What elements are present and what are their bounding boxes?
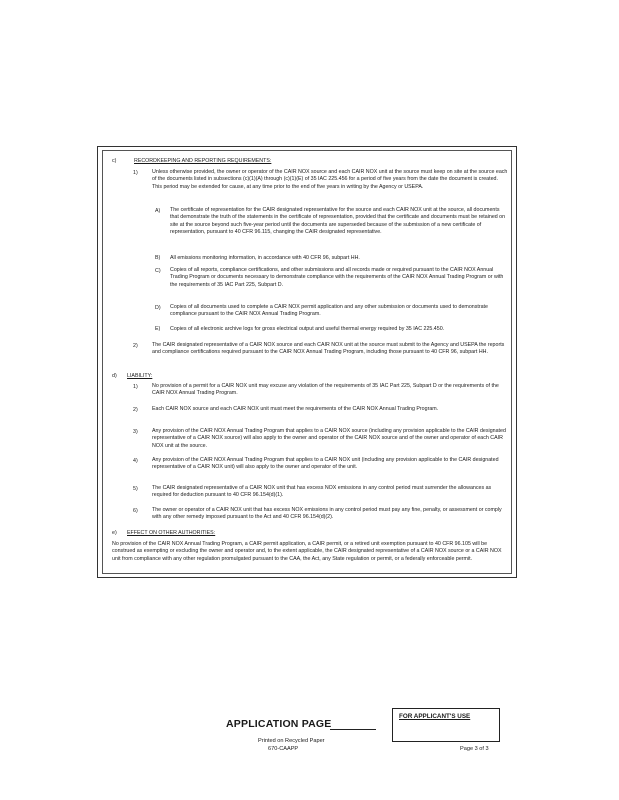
d-item-5-text: The CAIR designated representative of a CAIR NOX unit that has excess NOX emissions in any control period must surrender the allowances as required for deduction pursuant to 40 CFR 96.154(d)(1). bbox=[152, 485, 492, 499]
c-sub-c-num: C) bbox=[155, 268, 161, 274]
applicant-use-box bbox=[392, 708, 500, 742]
section-e-text: No provision of the CAIR NOX Annual Trading Program, a CAIR permit application, a CAIR permit, or a retired unit exemption pursuant to 40 CFR 96.105 will be construed as exempting or excluding the owner and operator and, to the extent applicable, the CAIR designated representative of a CAIR NOX source or a CAIR NOX unit from compliance with any other regulation promulgated pursuant to the CAA, the Act, any State regulation or permit, or a federally enforceable permit. bbox=[112, 541, 502, 562]
page-number-blank[interactable] bbox=[330, 729, 376, 730]
c-sub-d-text: Copies of all documents used to complete a CAIR NOX permit application and any other submission or documents used to demonstrate compliance pursuant to the CAIR NOX Annual Trading Program. bbox=[170, 304, 488, 318]
d-item-6-num: 6) bbox=[133, 508, 138, 514]
c-sub-d-num: D) bbox=[155, 305, 161, 311]
c-sub-a-num: A) bbox=[155, 208, 161, 214]
d-item-6-text: The owner or operator of a CAIR NOX unit that has excess NOX emissions in any control period must pay any fine, penalty, or assessment or comply with any other remedy imposed pursuant to the Act and 40 CFR 96.154(d)(2). bbox=[152, 507, 502, 521]
c-sub-b-num: B) bbox=[155, 255, 161, 261]
form-code: 670-CAAPP bbox=[268, 746, 299, 752]
section-c-label: c) bbox=[112, 158, 117, 164]
c-item-1-num: 1) bbox=[133, 170, 138, 176]
d-item-1-text: No provision of a permit for a CAIR NOX unit may excuse any violation of the requirements of 35 IAC Part 225, Subpart D or the requirements of the CAIR NOX Annual Trading Program. bbox=[152, 383, 499, 397]
d-item-2-num: 2) bbox=[133, 407, 138, 413]
c-sub-e-num: E) bbox=[155, 326, 161, 332]
c-sub-a-text: The certificate of representation for the CAIR designated representative for the source and each CAIR NOX unit at the source, all documents that demonstrate the truth of the statements in the certificate of representation, provided that the certificate and documents must be retained on site at the source beyond such five-year period until the documents are superseded because of the submission of a new certificate of representation, pursuant to 40 CFR 96.115, changing the CAIR designated representative. bbox=[170, 207, 506, 236]
c-sub-b-text: All emissions monitoring information, in accordance with 40 CFR 96, subpart HH. bbox=[170, 255, 360, 261]
d-item-1-num: 1) bbox=[133, 384, 138, 390]
c-item-2-num: 2) bbox=[133, 343, 138, 349]
c-sub-e-text: Copies of all electronic archive logs for gross electrical output and useful thermal energy required by 35 IAC 225.450. bbox=[170, 326, 445, 332]
section-e-label: e) bbox=[112, 530, 117, 536]
d-item-4-text: Any provision of the CAIR NOX Annual Trading Program that applies to a CAIR NOX unit (including any provision applicable to the CAIR designated representative of a CAIR NOX unit) will also apply to the owner and operator of the unit. bbox=[152, 457, 499, 471]
section-d-heading: LIABILITY: bbox=[127, 373, 153, 379]
section-c-heading: RECORDKEEPING AND REPORTING REQUIREMENTS: bbox=[134, 158, 272, 164]
section-e-heading: EFFECT ON OTHER AUTHORITIES: bbox=[127, 530, 216, 536]
c-item-2-text: The CAIR designated representative of a CAIR NOX source and each CAIR NOX unit at the source must submit to the Agency and USEPA the reports and compliance certifications required pursuant to the CAIR NOX Annual Trading Program, including those pursuant to 40 CFR 96, subpart HH. bbox=[152, 342, 505, 356]
printed-note: Printed on Recycled Paper bbox=[258, 738, 325, 744]
d-item-5-num: 5) bbox=[133, 486, 138, 492]
application-page-title: APPLICATION PAGE bbox=[226, 718, 332, 730]
c-item-1-text: Unless otherwise provided, the owner or operator of the CAIR NOX source and each CAIR NOX unit at the source must keep on site at the source each of the documents listed in subsections (c)(1)(A) through (c)(1)(E) of 35 IAC 225.456 for a period of five years from the date the document is created. This period may be extended for cause, at any time prior to the end of five years in writing by the Agency or USEPA. bbox=[152, 169, 508, 190]
c-sub-c-text: Copies of all reports, compliance certifications, and other submissions and all records made or required pursuant to the CAIR NOX Annual Trading Program or documents necessary to demonstrate compliance with the requirements of the CAIR NOX Annual Trading Program or with the requirements of 35 IAC Part 225, Subpart D. bbox=[170, 267, 504, 288]
applicant-use-label: FOR APPLICANT'S USE bbox=[399, 713, 471, 720]
d-item-3-num: 3) bbox=[133, 429, 138, 435]
d-item-4-num: 4) bbox=[133, 458, 138, 464]
page-indicator: Page 3 of 3 bbox=[460, 746, 489, 752]
d-item-3-text: Any provision of the CAIR NOX Annual Trading Program that applies to a CAIR NOX source (including any provision applicable to the CAIR designated representative of a CAIR NOX source) will also apply to the owner and operator of the CAIR NOX source and of the owner and operator of each CAIR NOX unit at the source. bbox=[152, 428, 506, 449]
section-d-label: d) bbox=[112, 373, 117, 379]
d-item-2-text: Each CAIR NOX source and each CAIR NOX unit must meet the requirements of the CAIR NOX Annual Trading Program. bbox=[152, 406, 439, 412]
